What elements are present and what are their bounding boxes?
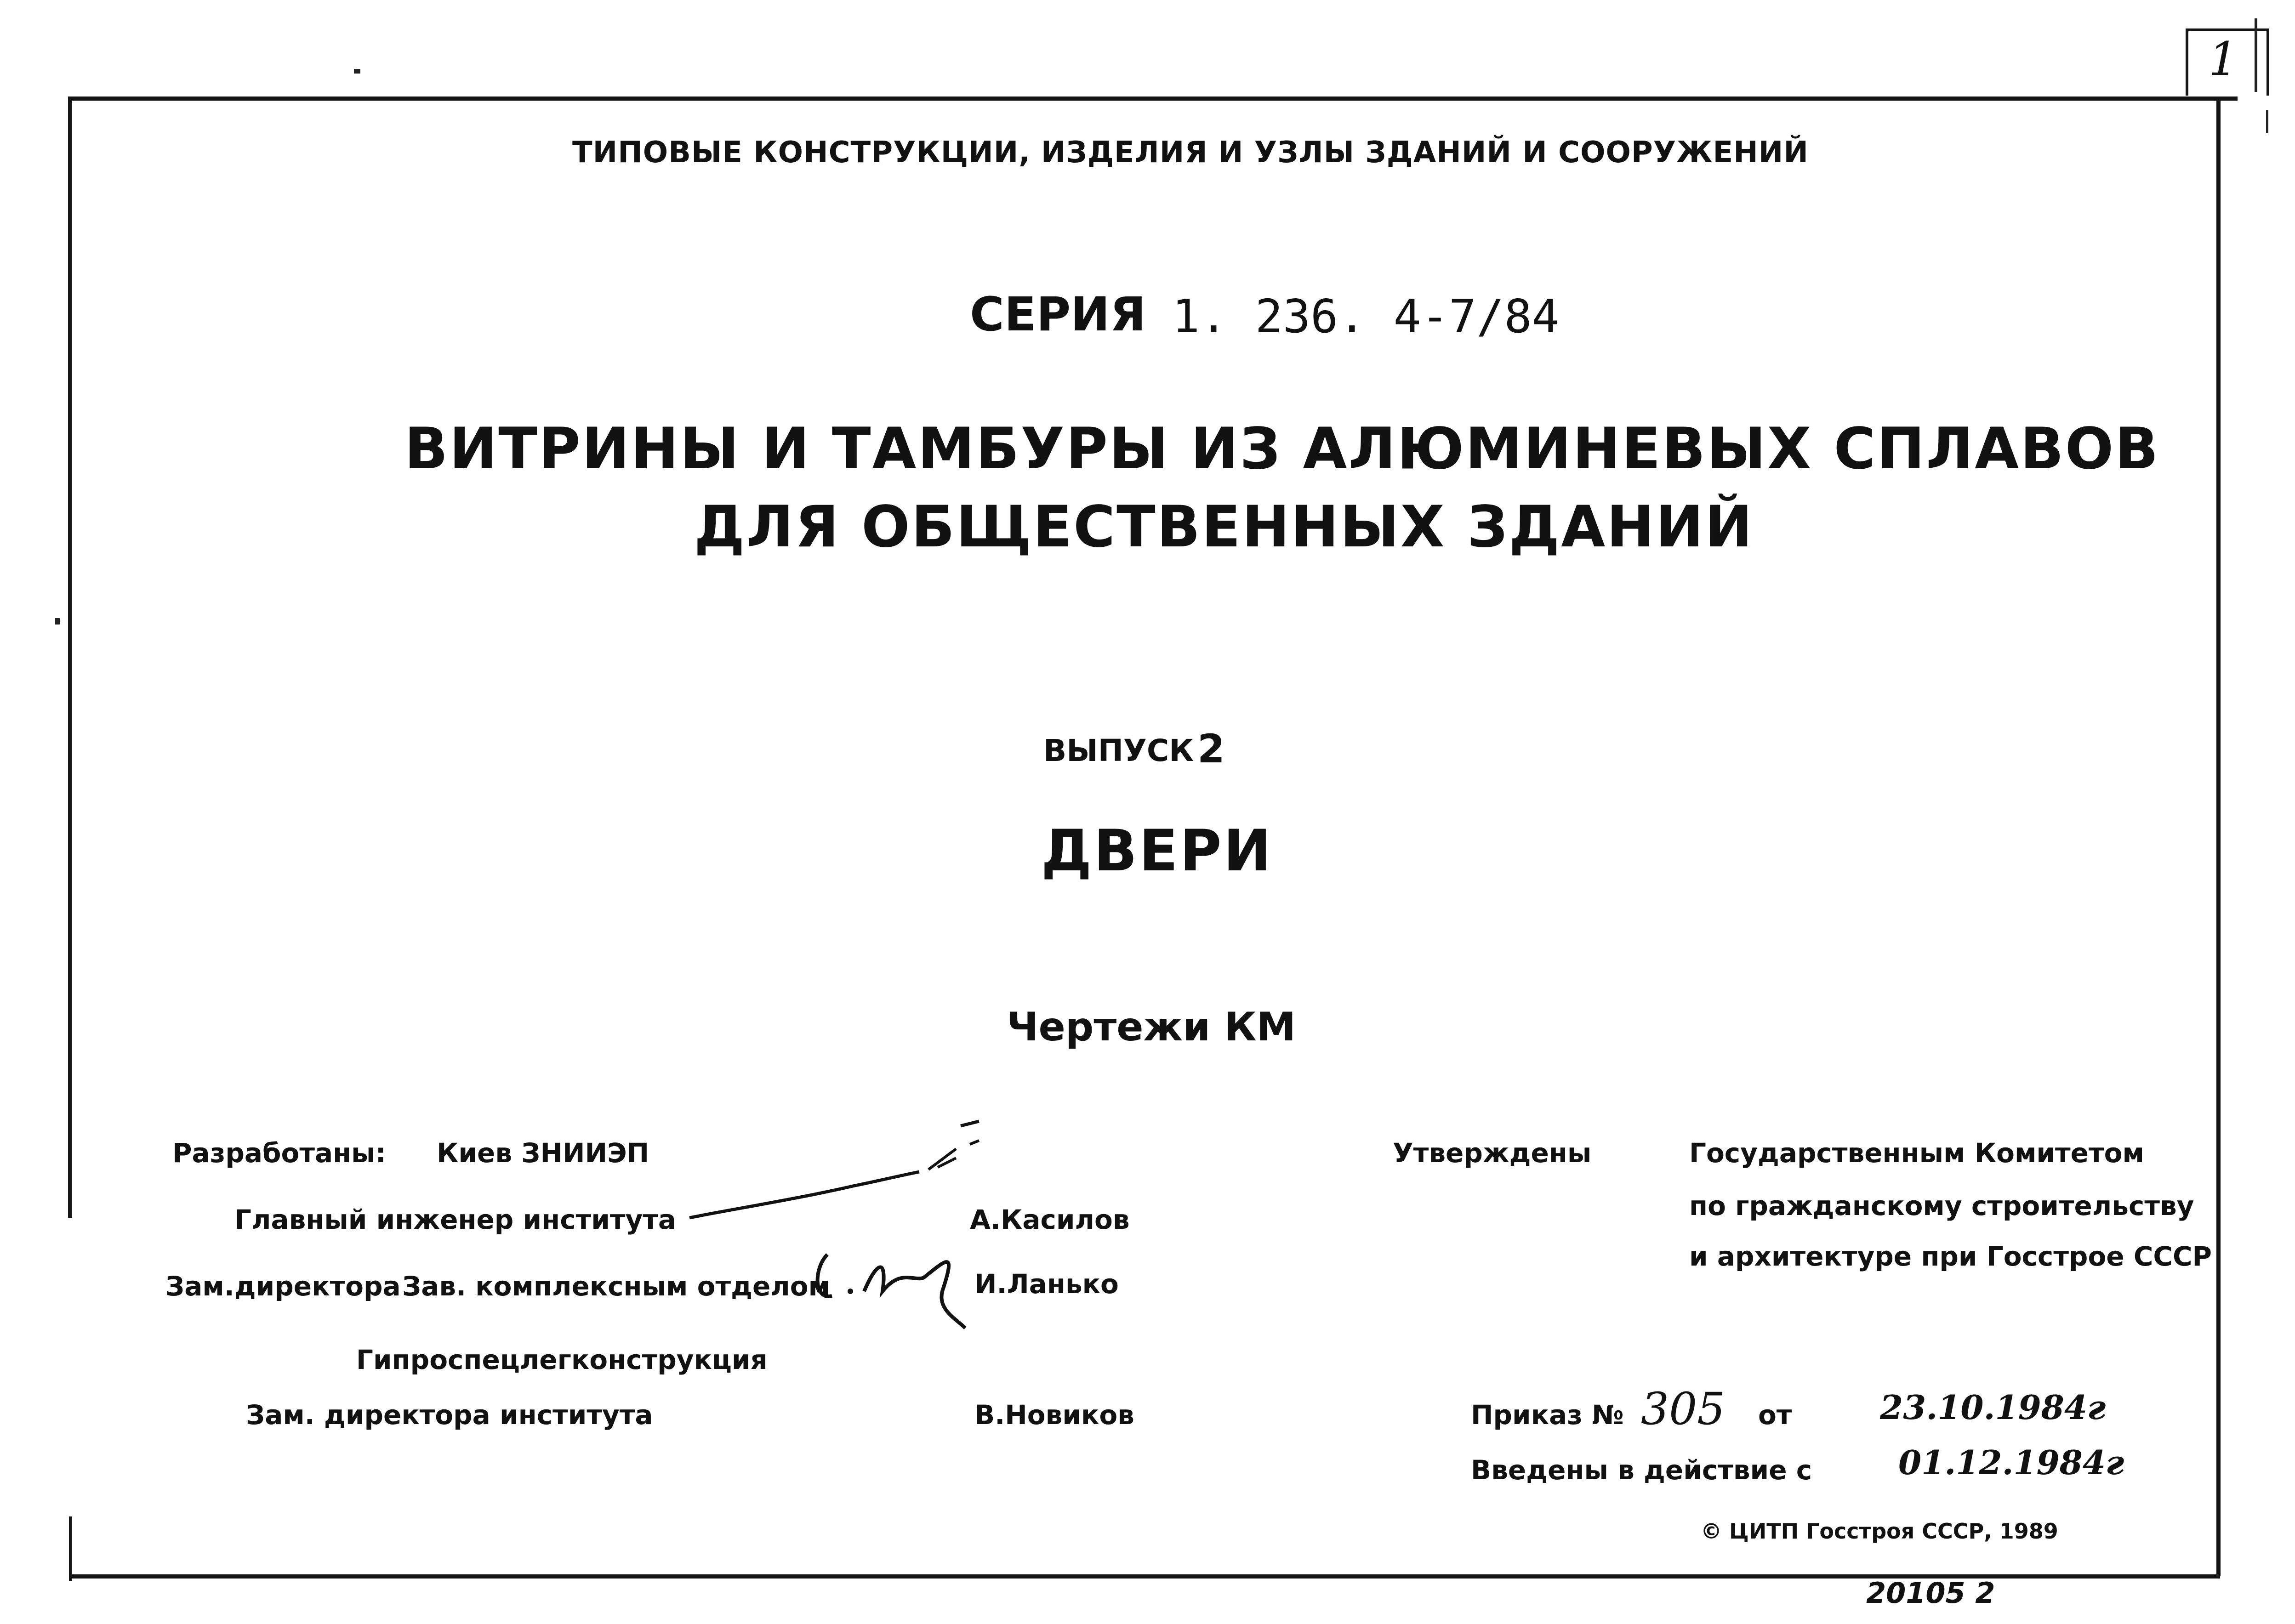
effective-date: 01.12.1984г [1898,1443,2124,1482]
signature-kasilov [680,1112,993,1232]
approved-body-line3: и архитектуре при Госстрое СССР [1689,1241,2212,1272]
order-number: 305 [1641,1383,1726,1435]
approved-body-line1: Государственным Комитетом [1689,1137,2144,1169]
series-label: СЕРИЯ [970,287,1146,342]
order-label: Приказ № [1471,1399,1624,1431]
order-from: от [1758,1399,1792,1431]
corner-tick [2255,18,2257,92]
approved-label: Утверждены [1393,1137,1592,1169]
developed-label: Разработаны: [172,1137,386,1169]
issue-name: ДВЕРИ [1041,818,1273,884]
row2-position: Зав. комплексным отделом [402,1271,831,1302]
approved-body-line2: по гражданскому строительству [1689,1190,2194,1221]
frame-left-border [68,97,72,1218]
copyright: © ЦИТП Госстроя СССР, 1989 [1701,1519,2058,1544]
document-title-line2: ДЛЯ ОБЩЕСТВЕННЫХ ЗДАНИЙ [694,494,1754,560]
archive-stamp-number: 20105 2 [1866,1576,1995,1610]
effective-label: Введены в действие с [1471,1454,1812,1486]
frame-left-border-lower [69,1516,72,1581]
issue-number: 2 [1197,726,1225,772]
frame-right-border [2216,97,2221,1576]
developed-org1: Киев ЗНИИЭП [437,1137,649,1169]
row1-name: А.Касилов [970,1204,1130,1235]
row3-name: В.Новиков [974,1399,1134,1431]
margin-tick [2266,110,2268,133]
document-title-line1: ВИТРИНЫ И ТАМБУРЫ ИЗ АЛЮМИНЕВЫХ СПЛАВОВ [404,416,2160,482]
speck [55,618,60,625]
series-number: 1. 236. 4-7/84 [1172,290,1560,343]
row2-position-prefix: Зам.директора [165,1271,401,1302]
row3-position: Зам. директора института [246,1399,653,1431]
order-date: 23.10.1984г [1880,1388,2106,1427]
issue-label: ВЫПУСК [1043,733,1194,768]
sheet-number: 1 [2209,32,2238,86]
developed-org2: Гипроспецлегконструкция [356,1344,768,1375]
row1-position: Главный инженер института [234,1204,677,1235]
header-title: ТИПОВЫЕ КОНСТРУКЦИИ, ИЗДЕЛИЯ И УЗЛЫ ЗДАНИЙ И СООРУЖЕНИЙ [572,136,1809,170]
signature-lanko [809,1241,993,1333]
row2-name: И.Ланько [974,1268,1119,1300]
drawings-type: Чертежи КМ [1007,1004,1296,1050]
frame-top-border [68,97,2238,101]
speck [354,69,360,74]
